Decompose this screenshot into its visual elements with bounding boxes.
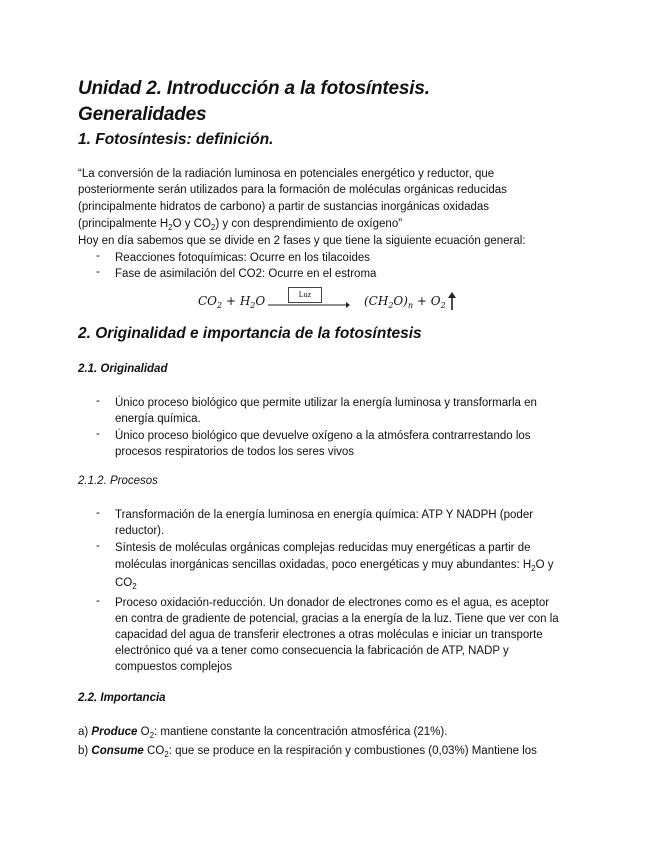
bullet-dash: - bbox=[96, 595, 100, 607]
light-label-box: Luz bbox=[288, 287, 322, 303]
subscript: 2 bbox=[210, 223, 216, 232]
bullet-item: Único proceso biológico que devuelve oxígeno a la atmósfera contrarrestando los bbox=[115, 430, 531, 442]
eq-o2: + O bbox=[413, 294, 441, 308]
bullet-item-cont: capacidad del agua de transferir electrones a otras moléculas e iniciar un transporte bbox=[115, 629, 543, 641]
subscript: 2 bbox=[168, 223, 173, 232]
item-text: : mantiene constante la concentración atmosférica (21%). bbox=[154, 726, 448, 738]
subscript: 2 bbox=[388, 301, 394, 310]
reaction-arrow-icon bbox=[268, 300, 350, 310]
bullet-text: O y bbox=[535, 559, 554, 571]
bullet-item: Fase de asimilación del CO2: Ocurre en el estroma bbox=[115, 268, 377, 280]
intro-paragraph: Hoy en día sabemos que se divide en 2 fases y que tiene la siguiente ecuación general: bbox=[78, 235, 526, 247]
subscript: 2 bbox=[440, 301, 446, 310]
bullet-item: Proceso oxidación-reducción. Un donador de electrones como es el agua, es aceptor bbox=[115, 597, 550, 609]
bullet-item: Único proceso biológico que permite utilizar la energía luminosa y transformarla en bbox=[115, 397, 537, 409]
section-2-1-2-heading: 2.1.2. Procesos bbox=[78, 475, 158, 487]
subscript: 2 bbox=[531, 564, 536, 573]
section-2-1-heading: 2.1. Originalidad bbox=[78, 363, 168, 375]
quote-line-4 bbox=[78, 216, 402, 233]
bullet-item-cont: en contra de gradiente de potencial, gracias a la energía de la luz. Tiene que ver con la bbox=[115, 613, 559, 625]
subscript: 2 bbox=[250, 301, 256, 310]
section-2-heading: 2. Originalidad e importancia de la fotosíntesis bbox=[78, 325, 422, 342]
bullet-item: Síntesis de moléculas orgánicas complejas reducidas muy energéticas a partir de bbox=[115, 542, 531, 554]
bullet-dash: - bbox=[96, 266, 100, 278]
quote-line-2: posteriormente serán utilizados para la formación de moléculas orgánicas reducidas bbox=[78, 184, 507, 196]
bullet-dash: - bbox=[96, 428, 100, 440]
eq-o: O bbox=[255, 294, 266, 308]
gas-release-arrow-icon bbox=[447, 292, 457, 310]
bullet-item-cont bbox=[115, 557, 554, 574]
equation-products bbox=[364, 294, 446, 308]
equation-reactants bbox=[198, 294, 265, 308]
eq-ch: (CH bbox=[364, 294, 389, 308]
item-text: CO bbox=[143, 745, 165, 757]
quote-line-1: “La conversión de la radiación luminosa en potenciales energético y reductor, que bbox=[78, 168, 495, 180]
bullet-item: Transformación de la energía luminosa en energía química: ATP Y NADPH (poder bbox=[115, 509, 534, 521]
bullet-item-cont: compuestos complejos bbox=[115, 661, 232, 673]
subscript: 2 bbox=[132, 582, 137, 591]
bullet-item-cont: procesos respiratorios de todos los seres vivos bbox=[115, 446, 355, 458]
bullet-text: moléculas inorgánicas sencillas oxidadas, poco energéticas y muy abundantes: H bbox=[115, 559, 532, 571]
bullet-item-cont: electrónico qué va a tener como consecuencia la fabricación de ATP, NADP y bbox=[115, 645, 509, 657]
section-1-heading: 1. Fotosíntesis: definición. bbox=[78, 131, 274, 148]
quote-text: (principalmente H bbox=[78, 218, 169, 230]
bullet-dash: - bbox=[96, 250, 100, 262]
bullet-item-cont: reductor). bbox=[115, 525, 165, 537]
eq-co: CO bbox=[198, 294, 218, 308]
item-prefix: b) bbox=[78, 745, 92, 757]
bullet-item-cont: energía química. bbox=[115, 413, 201, 425]
document-title-line-1: Unidad 2. Introducción a la fotosíntesis. bbox=[78, 78, 430, 99]
subscript: 2 bbox=[164, 750, 169, 759]
quote-line-3: (principalmente hidratos de carbono) a partir de sustancias inorgánicas oxidadas bbox=[78, 201, 490, 213]
bullet-dash: - bbox=[96, 507, 100, 519]
importance-item-a bbox=[78, 724, 447, 741]
eq-o-close: O) bbox=[393, 294, 408, 308]
item-prefix: a) bbox=[78, 726, 92, 738]
item-text: O bbox=[137, 726, 150, 738]
bullet-item-cont bbox=[115, 575, 137, 592]
bullet-dash: - bbox=[96, 395, 100, 407]
document-title-line-2: Generalidades bbox=[78, 104, 207, 125]
item-keyword: Consume bbox=[91, 745, 144, 757]
subscript: 2 bbox=[217, 301, 223, 310]
quote-text: O y CO bbox=[172, 218, 211, 230]
item-text: : que se produce en la respiración y combustiones (0,03%) Mantiene los bbox=[168, 745, 537, 757]
importance-item-b bbox=[78, 743, 537, 760]
bullet-text: CO bbox=[115, 577, 133, 589]
bullet-dash: - bbox=[96, 540, 100, 552]
bullet-item: Reacciones fotoquímicas: Ocurre en los tilacoides bbox=[115, 252, 371, 264]
eq-plus: + bbox=[222, 294, 240, 308]
quote-text: ) y con desprendimiento de oxígeno” bbox=[215, 218, 403, 230]
section-2-2-heading: 2.2. Importancia bbox=[78, 692, 166, 704]
item-keyword: Produce bbox=[91, 726, 138, 738]
subscript: n bbox=[407, 301, 414, 310]
eq-h: H bbox=[239, 294, 251, 308]
subscript: 2 bbox=[149, 731, 155, 740]
